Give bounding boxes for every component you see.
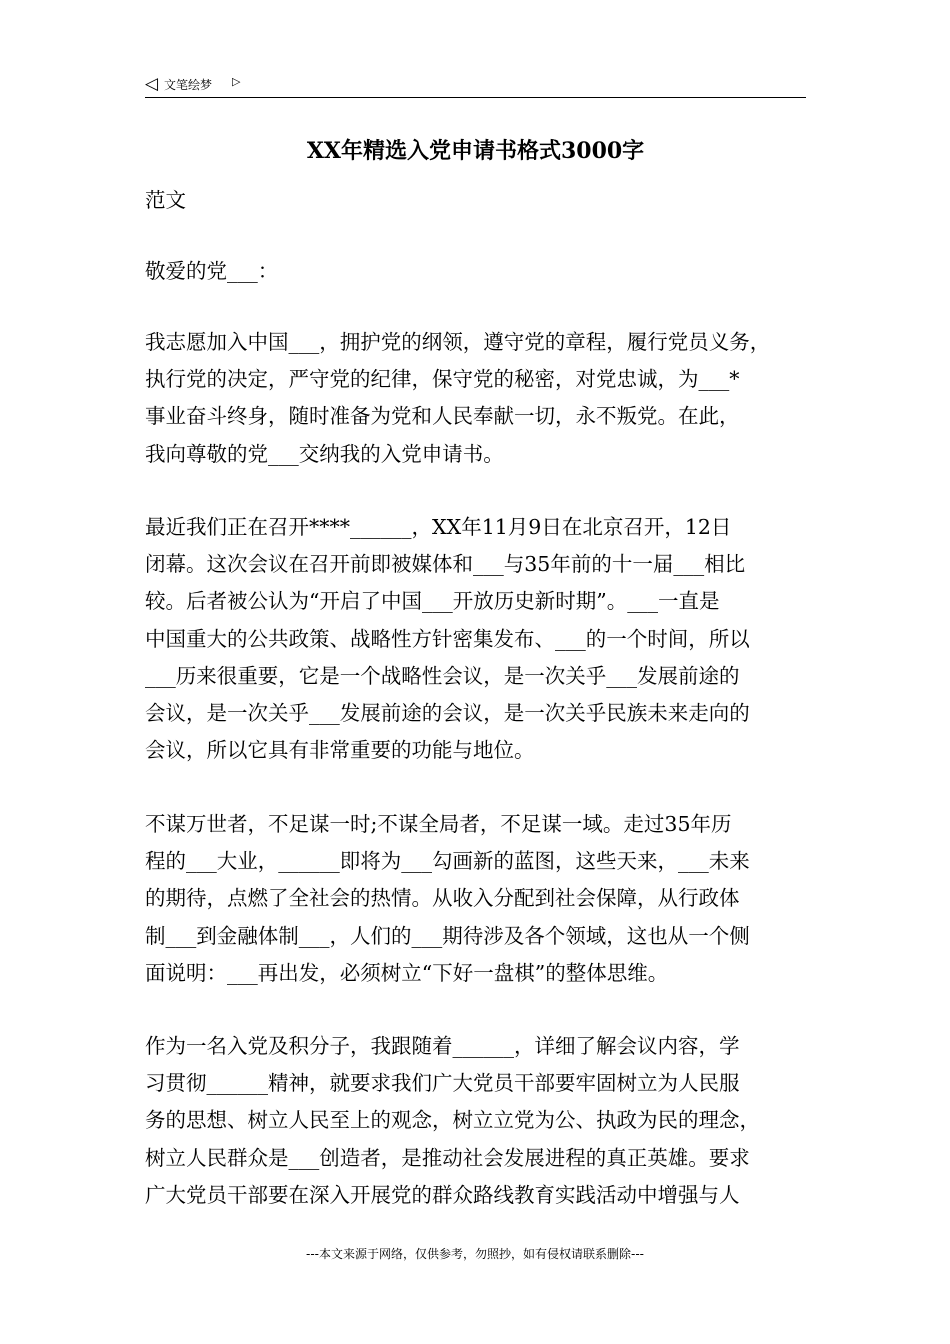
paragraph-meeting: [145, 509, 815, 769]
text-line: 的期待，点燃了全社会的热情。从收入分配到社会保障，从行政体: [145, 886, 740, 911]
header-divider: [145, 97, 806, 98]
right-triangle-icon: ▷: [232, 75, 241, 88]
text-line: 我向尊敬的党___交纳我的入党申请书。: [145, 441, 504, 466]
text-line: 敬爱的党___：: [145, 259, 279, 283]
text-line: 较。后者被公认为“开启了中国___开放历史新时期”。___一直是: [145, 589, 720, 614]
text-line: 闭幕。这次会议在召开前即被媒体和___与35年前的十一届___相比: [145, 552, 746, 577]
text-line: 最近我们正在召开****______，XX年11月9日在北京召开，12日: [145, 515, 732, 539]
left-triangle-icon: ◁: [145, 74, 159, 94]
paragraph-pledge: [145, 324, 815, 473]
paragraph-activist: [145, 1028, 815, 1214]
text-line: 中国重大的公共政策、战略性方针密集发布、___的一个时间，所以: [145, 626, 750, 651]
text-line: 务的思想、树立人民至上的观念，树立立党为公、执政为民的理念，: [145, 1108, 760, 1133]
page-header: [145, 74, 805, 98]
text-line: 面说明：___再出发，必须树立“下好一盘棋”的整体思维。: [145, 960, 669, 985]
text-line: 树立人民群众是___创造者，是推动社会发展进程的真正英雄。要求: [145, 1145, 750, 1170]
text-line: 程的___大业，______即将为___勾画新的蓝图，这些天来，___未来: [145, 849, 750, 874]
text-line: 范文: [145, 188, 186, 212]
text-line: 执行党的决定，严守党的纪律，保守党的秘密，对党忠诚，为___*: [145, 367, 740, 392]
text-line: 会议，是一次关乎___发展前途的会议，是一次关乎民族未来走向的: [145, 701, 750, 726]
text-line: ___历来很重要，它是一个战略性会议，是一次关乎___发展前途的: [145, 663, 740, 688]
text-line: 不谋万世者，不足谋一时;不谋全局者，不足谋一域。走过35年历: [145, 812, 732, 836]
paragraph-label: [145, 182, 815, 219]
paragraph-salutation: [145, 253, 815, 290]
header-brand: 文笔绘梦: [164, 78, 213, 92]
document-title: XX年精选入党申请书格式3000字: [306, 138, 645, 164]
text-line: 习贯彻______精神，就要求我们广大党员干部要牢固树立为人民服: [145, 1071, 740, 1096]
text-line: 事业奋斗终身，随时准备为党和人民奉献一切，永不叛党。在此，: [145, 404, 740, 429]
text-line: 作为一名入党及积分子，我跟随着______，详细了解会议内容，学: [145, 1034, 740, 1058]
text-line: 制___到金融体制___，人们的___期待涉及各个领域，这也从一个侧: [145, 923, 750, 948]
paragraph-strategy: [145, 806, 815, 992]
text-line: 我志愿加入中国___，拥护党的纲领，遵守党的章程，履行党员义务，: [145, 330, 771, 354]
text-line: 会议，所以它具有非常重要的功能与地位。: [145, 738, 535, 763]
footer-notice: ---本文来源于网络，仅供参考，勿照抄，如有侵权请联系删除---: [306, 1247, 644, 1261]
text-line: 广大党员干部要在深入开展党的群众路线教育实践活动中增强与人: [145, 1182, 740, 1207]
